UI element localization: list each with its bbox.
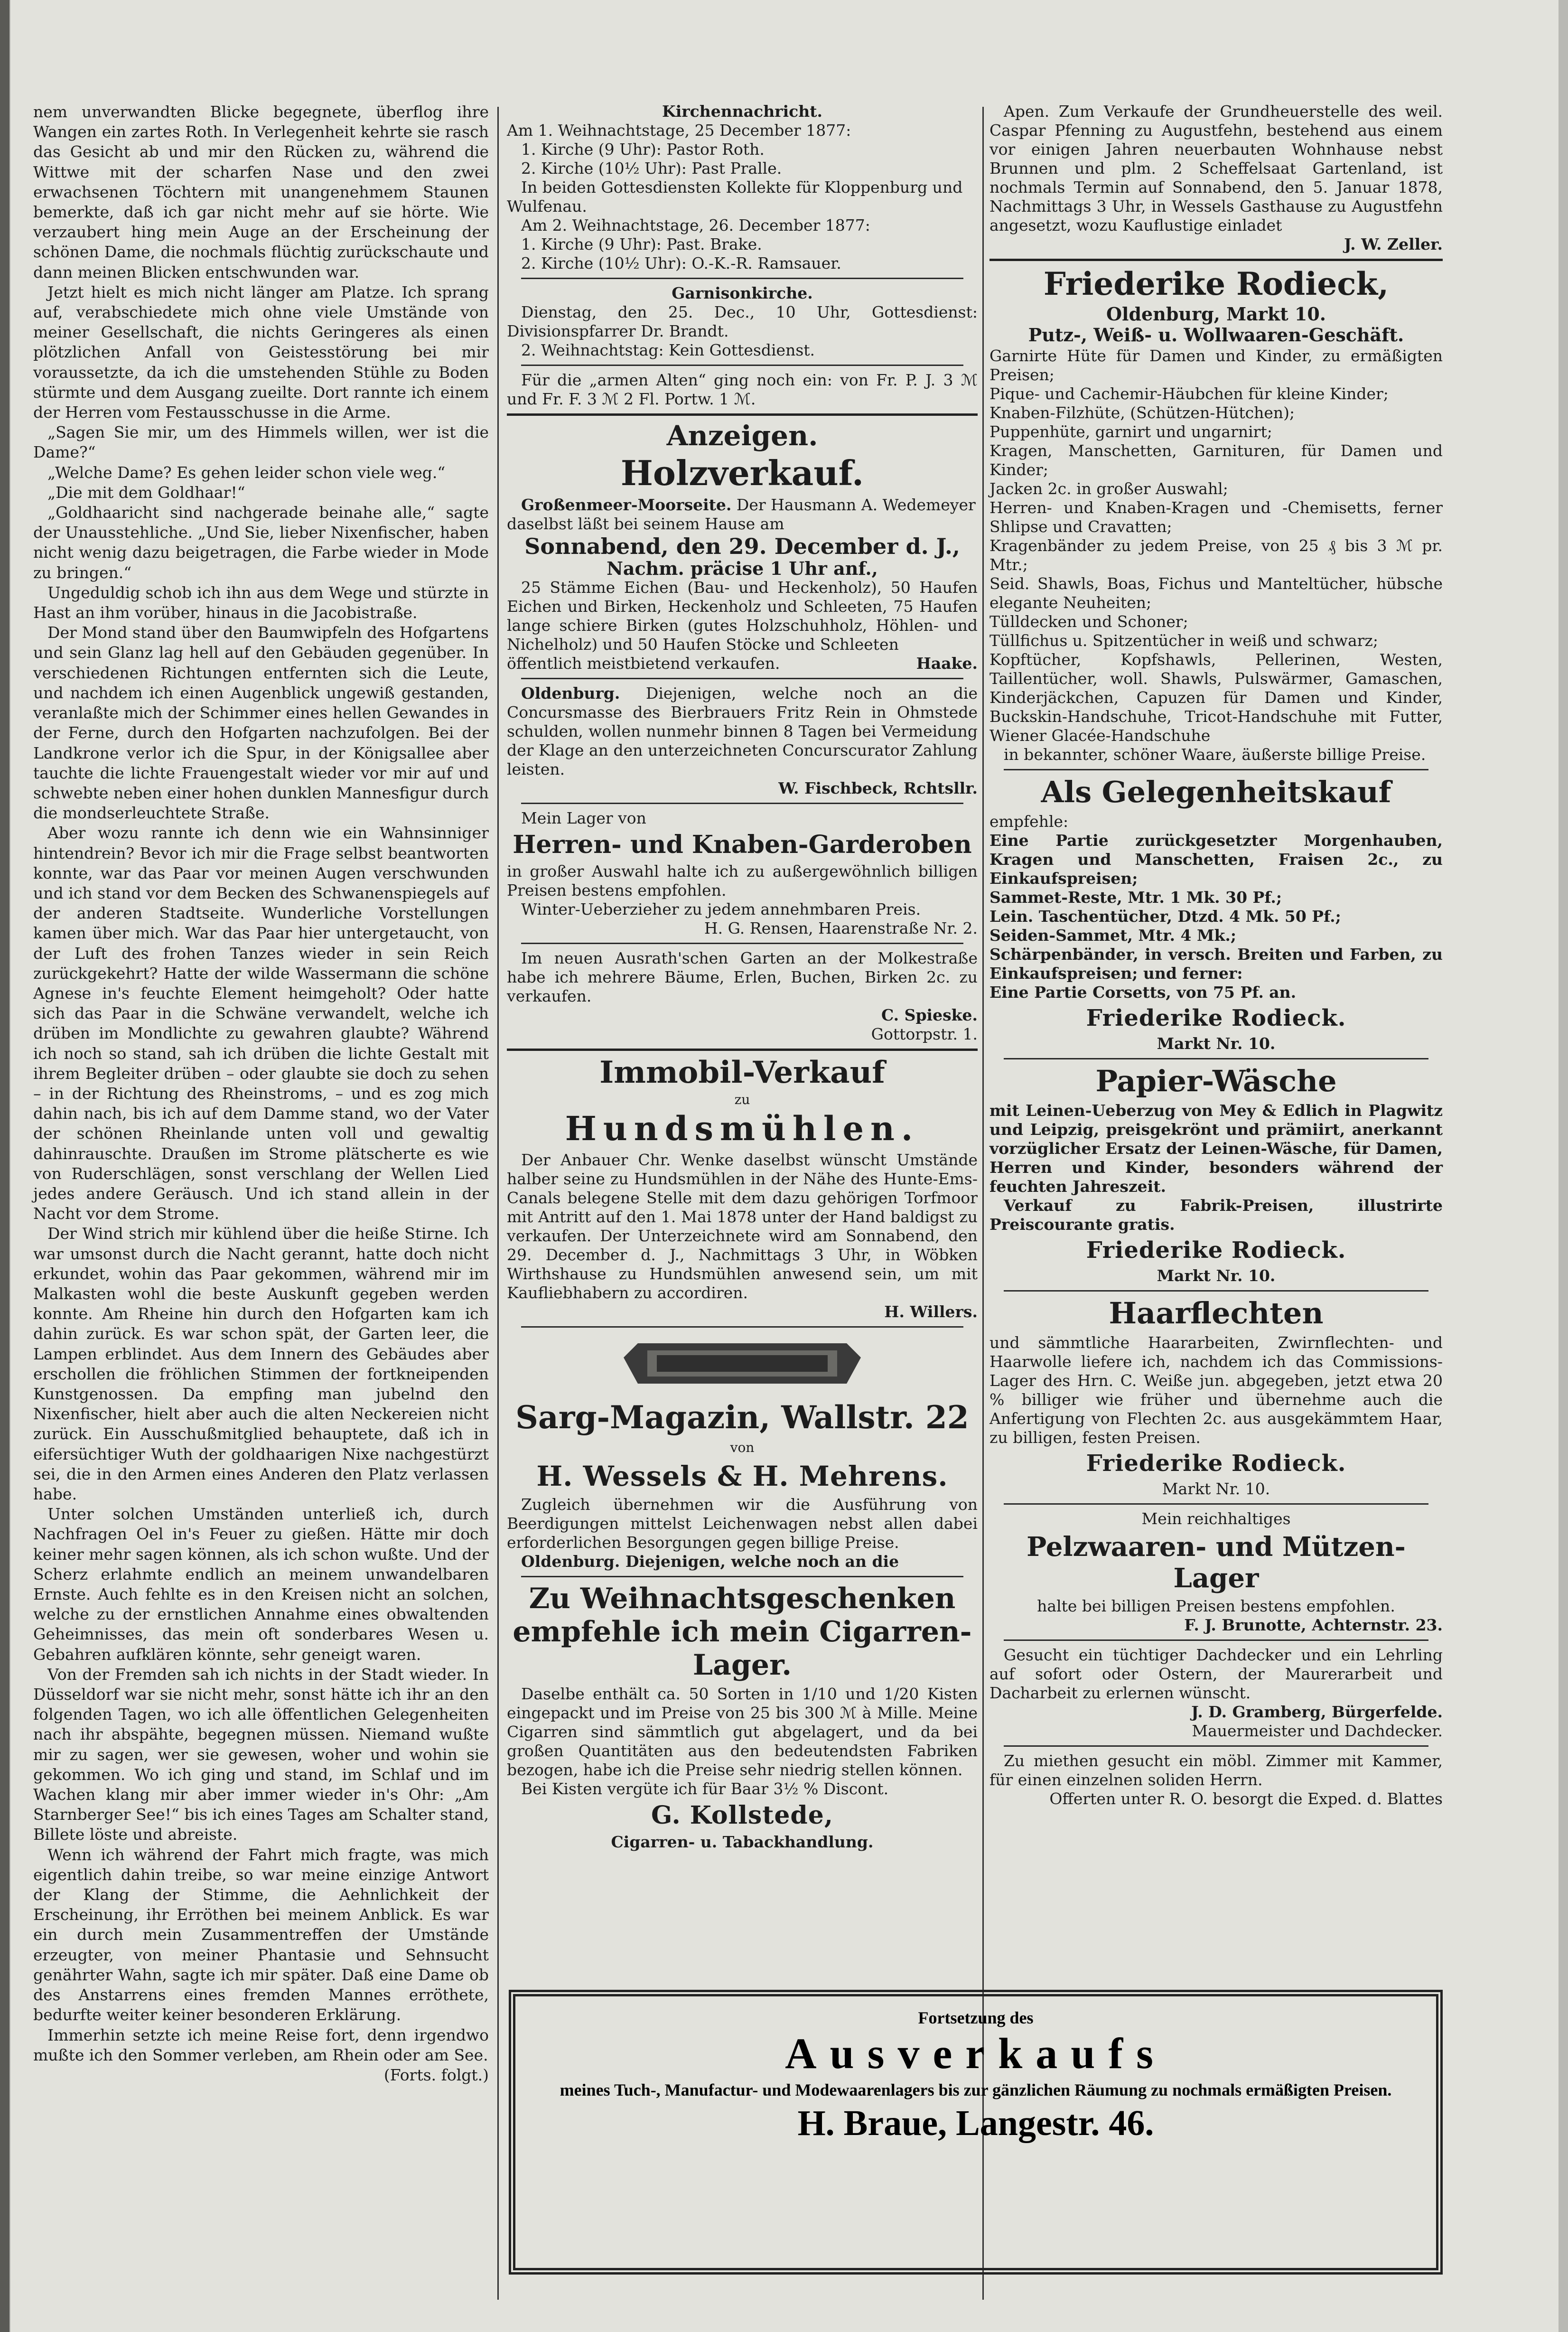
pelz-sign: F. J. Brunotte, Achternstr. 23. [1184, 1616, 1443, 1634]
divider [1004, 1639, 1428, 1641]
rodieck-item: Puppenhüte, garnirt und ungarnirt; [989, 422, 1272, 441]
story-paragraph: Wenn ich während der Fahrt mich fragte, was mich eigentlich dahin treibe, so war meine einzige Antwort der Klang der Stimme, die Aehnlichkeit der Erscheinung, ihr Erröthen bei meinem Anblick. Es war ein durch mein Zusammentreffen der Umstände erzeugter, von meiner Phantasie und Sehnsucht genährter Wahn, sagte ich mir später. Daß eine Dame ob des Anstarrens eines fremden Mannes erröthete, bedurfte weiter keiner besonderen Erklärung. [33, 1845, 489, 2024]
rodieck-item: Tülldecken und Schoner; [989, 612, 1188, 631]
haar-title: Haarflechten [1109, 1296, 1324, 1330]
garrison-title: Garnisonkirche. [672, 284, 813, 302]
column-rule [982, 107, 984, 2300]
divider [521, 365, 963, 366]
story-paragraph: „Sagen Sie mir, um des Himmels willen, wer ist die Dame?“ [33, 423, 489, 462]
gelegenheitskauf-pre: empfehle: [989, 812, 1069, 831]
gelegenheitskauf-item: Eine Partie zurückgesetzter Morgenhauben, Kragen und Manschetten, Fraisen 2c., zu Einkaufspreisen; [989, 831, 1443, 888]
story-paragraph: Der Wind strich mir kühlend über die heiße Stirne. Ich war umsonst durch die Nacht gerannt, hatte doch nicht erkundet, wohin das Paar gekommen, während mir im Malkasten wohl die beste Auskunft gegeben werden konnte. Am Rheine hin durch den Hofgarten kam ich dahin zurück. Es war schon spät, der Garten leer, die Lampen erblindet. Aus dem Innern des Gebäudes aber erschollen die fröhlichen Stimmen der fortkneipenden Kunstgenossen. Da empfing man jubelnd den Nixenfischer, hielt aber auch die alten Neckereien nicht zurück. Ein Ausschußmitglied behauptete, daß ich in eifersüchtiger Wuth der goldhaarigen Nixe nachgestürzt sei, die in den Armen eines Anderen den Platz verlassen habe. [33, 1224, 489, 1504]
rodieck-item: in bekannter, schöner Waare, äußerste billige Preise. [1004, 745, 1426, 764]
zimmer-text: Zu miethen gesucht ein möbl. Zimmer mit Kammer, für einen einzelnen soliden Herrn. [989, 1751, 1443, 1789]
oldenburg-notice: Oldenburg. Diejenigen, welche noch an die [521, 1552, 899, 1571]
cigarren-title: Zu Weihnachtsgeschenken empfehle ich mein Cigarren-Lager. [513, 1582, 972, 1682]
immobil-text: Der Anbauer Chr. Wenke daselbst wünscht Umstände halber seine zu Hundsmühlen in der Nähe des Hunte-Ems-Canals belegene Stelle mit dem dazu gehörigen Torfmoor mit Antritt auf den 1. Mai 1878 unter der Hand baldigst zu verkaufen. Der Unterzeichnete wird am Sonnabend, den 29. December d. J., Nachmittags 3 Uhr, in Wöbken Wirthshause zu Hundsmühlen anwesend sein, um mit Kaufliebhabern zu accordiren. [507, 1151, 978, 1302]
story-paragraph: Ungeduldig schob ich ihn aus dem Wege und stürzte in Hast an ihm vorüber, hinaus in die Jacobistraße. [33, 583, 489, 622]
story-paragraph: „Die mit dem Goldhaar!“ [47, 483, 245, 502]
rodieck-title: Friederike Rodieck, [1043, 265, 1389, 302]
divider [1004, 1745, 1428, 1747]
rodieck-item: Kragenbänder zu jedem Preise, von 25 ₰ bis 3 ℳ pr. Mtr.; [989, 536, 1443, 574]
story-paragraph: „Goldhaaricht sind nachgerade beinahe alle,“ sagte der Unausstehliche. „Und Sie, lieber Nixenfischer, haben nicht wenig dazu beigetragen, die Farbe wieder in Mode zu bringen.“ [33, 503, 489, 582]
garderoben-offer: Winter-Ueberzieher zu jedem annehmbaren Preis. [521, 900, 921, 918]
gelegenheitskauf-item: Eine Partie Corsetts, von 75 Pf. an. [989, 983, 1297, 1002]
right-column [989, 102, 1443, 1808]
holz-intro: Der Hausmann A. Wedemeyer daselbst läßt bei seinem Hause am [507, 496, 976, 533]
divider [507, 413, 978, 416]
haar-text: und sämmtliche Haararbeiten, Zwirnflechten- und Haarwolle liefere ich, nachdem ich das Commissions-Lager des Hrn. C. Weiße jun. abgegeben, jetzt etwa 20 % billiger wie früher und übernehme auch die Anfertigung von Flechten 2c. aus ausgekämmtem Haar, zu billigen, festen Preisen. [989, 1333, 1443, 1447]
concurs-sign: W. Fischbeck, Rchtsllr. [778, 779, 978, 797]
middle-column [507, 102, 978, 1852]
spieske-sign: C. Spieske. [881, 1006, 978, 1024]
garderoben-title: Herren- und Knaben-Garderoben [513, 830, 972, 859]
divider [521, 1326, 963, 1328]
church-line: 1. Kirche (9 Uhr): Past. Brake. [521, 235, 762, 253]
rodieck-item: Kopftücher, Kopfshawls, Pellerinen, Westen, Taillentücher, woll. Shawls, Pulswärmer, Gamaschen, Kinderjäckchen, Capuzen für Damen und Kinder, Buckskin-Handschuhe, Tricot-Handschuhe mit Futter, Wiener Glacée-Handschuhe [989, 650, 1443, 745]
divider [521, 803, 963, 804]
immobil-title: Immobil-Verkauf [599, 1055, 885, 1090]
concurs-place: Oldenburg. [521, 684, 620, 702]
holz-time: Nachm. präcise 1 Uhr anf., [607, 558, 878, 579]
divider [1004, 1058, 1428, 1059]
church-title: Kirchennachricht. [662, 102, 822, 121]
holz-end: öffentlich meistbietend verkaufen. [507, 654, 780, 673]
story-column [33, 102, 489, 2085]
haar-sign: Friederike Rodieck. [1086, 1450, 1346, 1477]
cigarren-sub: Cigarren- u. Tabackhandlung. [611, 1833, 874, 1851]
papier-sign: Friederike Rodieck. [1086, 1237, 1346, 1264]
binding-spine [0, 0, 9, 2332]
ausverkauf-ad-frame [509, 1990, 1443, 2275]
sarg-title: Sarg-Magazin, Wallstr. 22 [515, 1399, 969, 1436]
story-footer: (Forts. folgt.) [383, 2065, 489, 2084]
papier-text2: Verkauf zu Fabrik-Preisen, illustrirte Preiscourante gratis. [989, 1196, 1443, 1234]
rodieck-sign: Friederike Rodieck. [1086, 1005, 1346, 1031]
rodieck-item: Pique- und Cachemir-Häubchen für kleine Kinder; [989, 384, 1389, 403]
sarg-von: von [730, 1440, 755, 1455]
church-line: In beiden Gottesdiensten Kollekte für Kloppenburg und Wulfenau. [507, 178, 963, 215]
spieske-addr: Gottorpstr. 1. [871, 1025, 978, 1043]
divider [521, 678, 963, 679]
rodieck-item: Tüllfichus u. Spitzentücher in weiß und schwarz; [989, 631, 1378, 650]
apen-sign: J. W. Zeller. [1344, 235, 1443, 253]
immobil-place: Hundsmühlen. [565, 1109, 920, 1148]
apen-text: Apen. Zum Verkaufe der Grundheuerstelle des weil. Caspar Pfenning zu Augustfehn, bestehend aus einem vor einigen Jahren neuerbauten Wohnhause nebst Brunnen und plm. 2 Scheffelsaat Gartenland, ist nochmals Termin auf Sonnabend, den 5. Januar 1878, Nachmittags 3 Uhr, in Wessels Gasthause zu Augustfehn angesetzt, wozu Kauflustige einladet [989, 102, 1443, 234]
holz-body: 25 Stämme Eichen (Bau- und Heckenholz), 50 Haufen Eichen und Birken, Heckenholz und Schleeten, 75 Haufen lange schiere Birken (gutes Holzschuhholz, Höhlen- und Nichelholz) und 50 Haufen Stöcke und Schleeten [507, 578, 978, 654]
concurs-text: Diejenigen, welche noch an die Concursmasse des Bierbrauers Fritz Rein in Ohmstede schulden, wollen nunmehr binnen 8 Tagen bei Vermeidung der Klage an den unterzeichneten Concurscurator Zahlung leisten. [507, 684, 978, 778]
rodieck-item: Knaben-Filzhüte, (Schützen-Hütchen); [989, 403, 1295, 422]
story-paragraph: Der Mond stand über den Baumwipfeln des Hofgartens und sein Glanz lag hell auf den Gebäuden gegenüber. In verschiedenen Richtungen entfernten sich die Leute, und nachdem ich einen Augenblick ungewiß gestanden, veranlaßte mich der Schimmer eines hellen Gewandes in der Ferne, durch den Hofgarten nachzufolgen. Bei der Landkrone verlor ich die Spur, in der Königsallee aber tauchte die lichte Frauengestalt wieder vor mir auf und schwebte neben einer hohen dunklen Mannesfigur durch die mondserleuchtete Straße. [33, 623, 489, 823]
divider [1004, 769, 1428, 770]
pelz-title: Pelzwaaren- und Mützen-Lager [1027, 1531, 1406, 1594]
story-paragraph: „Welche Dame? Es gehen leider schon viele weg.“ [47, 463, 446, 482]
column-rule [497, 107, 499, 2300]
gelegenheitskauf-item: Sammet-Reste, Mtr. 1 Mk. 30 Pf.; [989, 888, 1282, 907]
pelz-pre: Mein reichhaltiges [1141, 1509, 1291, 1528]
zimmer-sub: Offerten unter R. O. besorgt die Exped. d. Blattes [1049, 1789, 1443, 1808]
church-line: 2. Kirche (10½ Uhr): Past Pralle. [521, 159, 782, 178]
sarg-firm: H. Wessels & H. Mehrens. [536, 1460, 948, 1492]
church-line: 2. Kirche (10½ Uhr): O.-K.-R. Ramsauer. [521, 254, 841, 272]
garderoben-pre: Mein Lager von [521, 809, 646, 827]
dachdecker-text: Gesucht ein tüchtiger Dachdecker und ein Lehrling auf sofort oder Ostern, der Maurerarbeit und Dacharbeit zu erlernen wünscht. [989, 1646, 1443, 1702]
divider [989, 259, 1443, 261]
dachdecker-sub: Mauermeister und Dachdecker. [1192, 1722, 1443, 1740]
spieske-text: Im neuen Ausrath'schen Garten an der Molkestraße habe ich mehrere Bäume, Erlen, Buchen, Birken 2c. zu verkaufen. [507, 949, 978, 1005]
story-paragraph: Unter solchen Umständen unterließ ich, durch Nachfragen Oel in's Feuer zu gießen. Hätte mir doch keiner mehr sagen können, als ich schon wußte. Und der Scherz erlahmte endlich an meinem unwandelbaren Ernste. Auch fehlte es in den Kreisen nicht an solchen, welche zu der ernstlichen Annahme eines obwaltenden Geheimnisses, das mein oft sonderbares Wesen u. Gebahren aufklären könnte, sehr geneigt waren. [33, 1505, 489, 1664]
gelegenheitskauf-item: Schärpenbänder, in versch. Breiten und Farben, zu Einkaufspreisen; und ferner: [989, 945, 1443, 983]
ausverkauf-pre: Fortsetzung des [918, 2008, 1034, 2027]
garderoben-sign: H. G. Rensen, Haarenstraße Nr. 2. [704, 919, 978, 937]
haar-addr: Markt Nr. 10. [1162, 1480, 1270, 1498]
dachdecker-sign: J. D. Gramberg, Bürgerfelde. [1191, 1703, 1443, 1721]
cigarren-firm: G. Kollstede, [651, 1801, 833, 1830]
garderoben-text: in großer Auswahl halte ich zu außergewöhnlich billigen Preisen bestens empfohlen. [507, 862, 978, 899]
rodieck-item: Jacken 2c. in großer Auswahl; [989, 479, 1228, 498]
ausverkauf-firm: H. Braue, Langestr. 46. [797, 2103, 1154, 2143]
gelegenheitskauf-item: Lein. Taschentücher, Dtzd. 4 Mk. 50 Pf.; [989, 907, 1341, 926]
rodieck-item: Herren- und Knaben-Kragen und -Chemisetts, ferner Shlipse und Cravatten; [989, 498, 1443, 536]
divider [1004, 1503, 1428, 1505]
cigarren-discount: Bei Kisten vergüte ich für Baar 3½ % Discont. [521, 1779, 889, 1798]
anzeigen-header: Anzeigen. [666, 420, 818, 452]
rodieck-sign-addr: Markt Nr. 10. [1157, 1034, 1276, 1053]
garrison-line: Dienstag, den 25. Dec., 10 Uhr, Gottesdienst: Divisionspfarrer Dr. Brandt. [507, 303, 978, 340]
sarg-text: Zugleich übernehmen wir die Ausführung von Beerdigungen mittelst Leichenwagen nebst allen dabei erforderlichen Besorgungen gegen billige Preise. [507, 1495, 978, 1552]
gelegenheitskauf-title: Als Gelegenheitskauf [1041, 775, 1391, 809]
immobil-sign: H. Willers. [884, 1302, 978, 1321]
divider [507, 1049, 978, 1051]
church-line: Am 2. Weihnachtstage, 26. December 1877: [521, 216, 870, 234]
rodieck-item: Seid. Shawls, Boas, Fichus und Manteltücher, hübsche elegante Neuheiten; [989, 574, 1443, 612]
rodieck-subtitle: Putz-, Weiß- u. Wollwaaren-Geschäft. [1028, 324, 1404, 346]
divider [521, 278, 963, 279]
immobil-zu: zu [734, 1092, 750, 1107]
story-paragraph: Aber wozu rannte ich denn wie ein Wahnsinniger hintendrein? Bevor ich mir die Frage selbst beantworten konnte, war das Paar vor meinen Augen verschwunden und ich stand vor dem Becken des Schwanenspiegels auf der anderen Stadtseite. Wunderliche Vorstellungen kamen über mich. War das Paar hier untergetaucht, von der Luft des frohen Tanzes wieder in sein Reich zurückgekehrt? Hatte der wilde Wassermann die schöne Agnese in's feuchte Element heimgeholt? Oder hatte sich das Paar in die Schwäne verwandelt, welche ich drüben im Mondlichte zu gewahren glaubte? Während ich noch so stand, sah ich drüben die lichte Gestalt mit ihrem Begleiter drüben – oder glaubte sie doch zu sehen – in der Richtung des Rheinstroms, – und es zog mich dahin nach, bis ich auf dem Damme stand, wo der Vater der schönen Rheinlande unten voll und gewaltig dahinrauschte. Draußen im Strome plätscherte es wie von Ruderschlägen, sonst verschlang der Wellen Lied jedes andere Geräusch. Und ich stand allein in der Nacht vor dem Strome. [33, 824, 489, 1223]
story-paragraph: Immerhin setzte ich meine Reise fort, denn irgendwo mußte ich den Sommer verleben, am Rhein oder am See. [33, 2025, 489, 2064]
ausverkauf-title: Ausverkaufs [785, 2029, 1167, 2078]
papier-title: Papier-Wäsche [1095, 1064, 1337, 1098]
coffin-icon [624, 1336, 861, 1391]
pelz-text: halte bei billigen Preisen bestens empfohlen. [1037, 1597, 1395, 1615]
divider [1004, 1290, 1428, 1292]
garrison-line: 2. Weihnachtstag: Kein Gottesdienst. [521, 341, 815, 359]
cigarren-text: Daselbe enthält ca. 50 Sorten in 1/10 und 1/20 Kisten eingepackt und im Preise von 25 bis 300 ℳ à Mille. Meine Cigarren sind sämmtlich gut abgelagert, und da bei großen Quantitäten aus den bedeutendsten Fabriken bezogen, habe ich die Preise sehr niedrig stellen können. [507, 1685, 978, 1779]
papier-text: mit Leinen-Ueberzug von Mey & Edlich in Plagwitz und Leipzig, preisgekrönt und prämiirt, anerkannt vorzüglicher Ersatz der Leinen-Wäsche, für Damen, Herren und Kinder, besonders während der feuchten Jahreszeit. [989, 1101, 1443, 1196]
divider [521, 943, 963, 944]
rodieck-item: Kragen, Manschetten, Garnituren, für Damen und Kinder; [989, 441, 1443, 479]
rodieck-item: Garnirte Hüte für Damen und Kinder, zu ermäßigten Preisen; [989, 347, 1443, 384]
gelegenheitskauf-item: Seiden-Sammet, Mtr. 4 Mk.; [989, 926, 1237, 945]
church-line: 1. Kirche (9 Uhr): Pastor Roth. [521, 140, 765, 159]
story-paragraph: nem unverwandten Blicke begegnete, überflog ihre Wangen ein zartes Roth. In Verlegenheit kehrte sie rasch das Gesicht ab und mir den Rücken zu, während die Wittwe mit der scharfen Nase und den zwei erwachsenen Töchtern mit unangenehmem Staunen bemerkte, daß ich gar nicht mehr auf sie hörte. Wie verzaubert hing mein Auge an der Erscheinung der schönen Dame, die nochmals flüchtig zurückschaute und dann meinen Blicken entschwunden war. [33, 103, 489, 281]
holz-date: Sonnabend, den 29. December d. J., [524, 534, 960, 559]
holz-sign: Haake. [916, 654, 978, 673]
alten-donation: Für die „armen Alten“ ging noch ein: von Fr. P. J. 3 ℳ und Fr. F. 3 ℳ 2 Fl. Portw. 1 ℳ. [507, 371, 978, 408]
divider [521, 1576, 963, 1577]
story-paragraph: Von der Fremden sah ich nichts in der Stadt wieder. In Düsseldorf war sie nicht mehr, sonst hätte ich ihr an den folgenden Tagen, wo ich alle öffentlichen Gelegenheiten nach ihr abspähte, begegnen müssen. Niemand wußte mir zu sagen, wer sie gewesen, woher und wohin sie gekommen. Wo ich ging und stand, im Schlaf und im Wachen klang mir aber immer wieder in's Ohr: „Am Starnberger See!“ bis ich eines Tages am Schalter stand, Billete löste und abreiste. [33, 1665, 489, 1844]
church-line: Am 1. Weihnachtstage, 25 December 1877: [507, 121, 851, 140]
rodieck-addr: Oldenburg, Markt 10. [1106, 303, 1326, 325]
ausverkauf-text: meines Tuch-, Manufactur- und Modewaarenlagers bis zur gänzlichen Räumung zu nochmals ermäßigten Preisen. [560, 2080, 1392, 2099]
story-paragraph: Jetzt hielt es mich nicht länger am Platze. Ich sprang auf, verabschiedete mich ohne viele Umstände von meiner Gesellschaft, die nichts Geringeres als einen plötzlichen Anfall von Geistesstörung bei mir voraussetzte, da ich die umstehenden Stühle zu Boden stürmte und dem Ausgang zueilte. Dort rannte ich einem der Herren vom Festausschusse in die Arme. [33, 282, 489, 422]
papier-addr: Markt Nr. 10. [1157, 1266, 1276, 1285]
holz-place: Großenmeer-Moorseite. [521, 496, 732, 514]
holz-title: Holzverkauf. [620, 453, 864, 493]
